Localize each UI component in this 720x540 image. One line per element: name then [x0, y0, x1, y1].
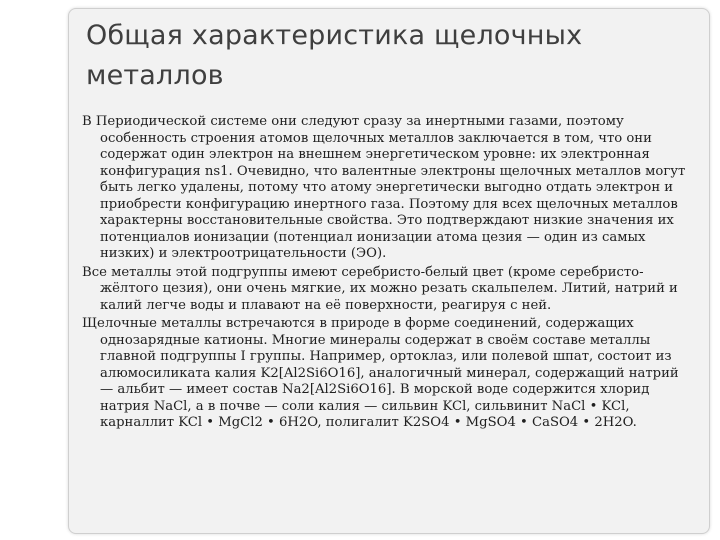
paragraph-physical-properties: Все металлы этой подгруппы имеют серебристо-белый цвет (кроме серебристо-жёлтого цезия), они очень мягкие, их можно резать скальпелем. Литий, натрий и калий легче воды и плавают на её поверхности, реагируя с ней. — [82, 264, 678, 313]
paragraph-natural-occurrence: Щелочные металлы встречаются в природе в форме соединений, содержащих однозарядные катионы. Многие минералы содержат в своём составе металлы главной подгруппы I группы. Например, ортоклаз, или полевой шпат, состоит из алюмосиликата калия K2[Al2Si6O16], аналогичный минерал, содержащий натрий — альбит — имеет состав Na2[Al2Si6O16]. В морской воде содержится хлорид натрия NaCl, а в почве — соли калия — сильвин KCl, сильвинит NaCl • KCl, карналлит KCl • MgCl2 • 6H2O, полигалит K2SO4 • MgSO4 • CaSO4 • 2H2O. — [82, 316, 679, 430]
slide-title: Общая характеристика щелочных металлов — [86, 20, 583, 91]
slide-body — [82, 114, 686, 434]
paragraph-periodic-system: В Периодической системе они следуют сразу за инертными газами, поэтому особенность строения атомов щелочных металлов заключается в том, что они содержат один электрон на внешнем энергетическом уровне: их электронная конфигурация ns1. Очевидно, что валентные электроны щелочных металлов могут быть легко удалены, потому что атому энергетически выгодно отдать электрон и приобрести конфигурацию инертного газа. Поэтому для всех щелочных металлов характерны восстановительные свойства. Это подтверждают низкие значения их потенциалов ионизации (потенциал ионизации атома цезия — один из самых низких) и электроотрицательности (ЭО). — [82, 114, 686, 261]
